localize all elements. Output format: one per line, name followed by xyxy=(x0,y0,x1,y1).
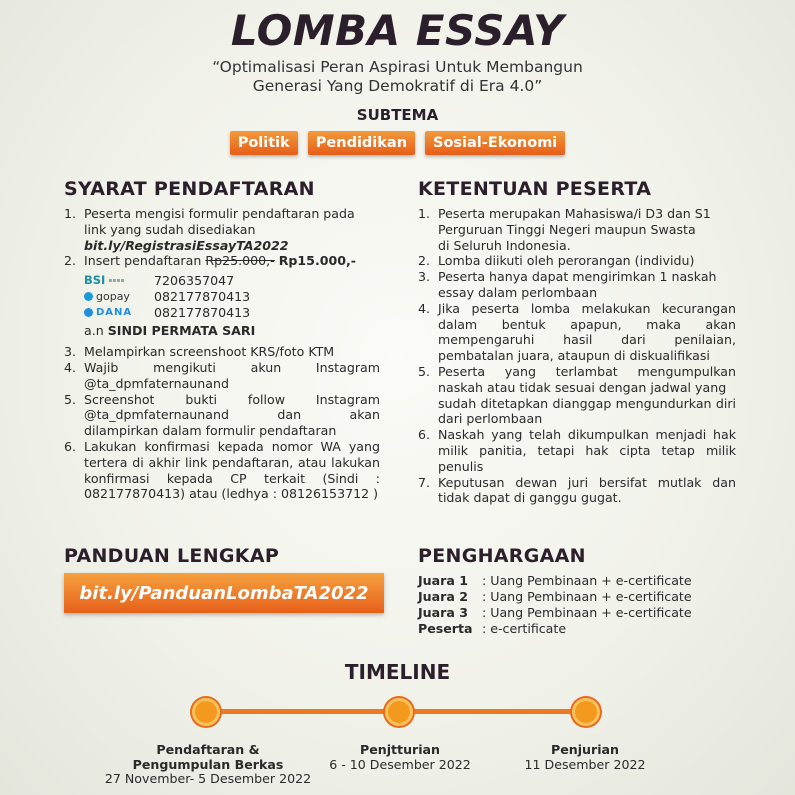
award-row-peserta xyxy=(418,621,748,637)
syarat-item-5-line-2: @ta_dpmfaternaunand dan akan xyxy=(84,407,380,423)
syarat-item-6-text: Lakukan konfirmasi kepada nomor WA yang tertera di akhir link pendaftaran, atau lakukan konfirmasi kepada CP terkait (Sindi : 082177870413) atau (ledhya : 08126153712 ) xyxy=(84,438,380,502)
syarat-item-6: 6. Lakukan konfirmasi kepada nomor WA yang tertera di akhir link pendaftaran, atau lakukan konfirmasi kepada CP terkait (Sindi : 082177870413) atau (ledhya : 08126153712 ) xyxy=(64,438,380,502)
ketentuan-item-1-line-2: Perguruan Tinggi Negeri maupun Swasta xyxy=(438,221,696,237)
ketentuan-item-1-line-1: Peserta merupakan Mahasiswa/i D3 dan S1 xyxy=(438,206,711,221)
subtema-tag-pendidikan: Pendidikan xyxy=(308,131,415,155)
new-price: Rp15.000,- xyxy=(278,253,357,269)
account-prefix: a.n xyxy=(84,322,104,338)
subtema-tags xyxy=(0,131,795,155)
penghargaan-heading: PENGHARGAAN xyxy=(418,545,586,567)
subtema-label: SUBTEMA xyxy=(356,106,439,124)
syarat-item-4-line-1 xyxy=(84,360,380,376)
ketentuan-item-1: 1. Peserta merupakan Mahasiswa/i D3 dan S1 Perguruan Tinggi Negeri maupun Swasta di Seluruh Indonesia. xyxy=(418,206,736,253)
instagram-handle: @ta_dpmfaternaunand xyxy=(84,375,229,391)
timeline-event-3-name: Penjurian xyxy=(550,742,619,757)
syarat-item-3: 3. Melampirkan screenshoot KRS/foto KTM xyxy=(64,344,335,360)
syarat-item-5: 5. Screenshot bukti follow Instagram @ta_dpmfaternaunand dan akan dilampirkan dalam formulir pendaftaran xyxy=(64,391,380,439)
panduan-heading: PANDUAN LENGKAP xyxy=(64,545,280,567)
syarat-item-3-text: Melampirkan screenshoot KRS/foto KTM xyxy=(84,344,335,360)
subtitle-line-2: Generasi Yang Demokratif di Era 4.0” xyxy=(252,77,543,95)
timeline-event-3-date: 11 Desember 2022 xyxy=(524,756,646,772)
subtema-tag-politik: Politik xyxy=(230,131,298,155)
timeline-event-2-date: 6 - 10 Desember 2022 xyxy=(329,756,471,772)
award-label: Juara 3 xyxy=(418,605,469,620)
subtema-tag-sosial-ekonomi: Sosial-Ekonomi xyxy=(425,131,565,155)
ketentuan-item-2: 2. Lomba diikuti oleh perorangan (individu) xyxy=(418,253,695,269)
bsi-logo-text: BSI xyxy=(84,273,106,288)
ketentuan-item-7-text: Keputusan dewan juri bersifat mutlak dan tidak dapat di ganggu gugat. xyxy=(438,474,736,506)
account-name: SINDI PERMATA SARI xyxy=(107,322,256,338)
ketentuan-item-7: 7. Keputusan dewan juri bersifat mutlak dan tidak dapat di ganggu gugat. xyxy=(418,474,736,506)
ketentuan-item-4-text: Jika peserta lomba melakukan kecurangan dalam bentuk apapun, maka akan mempengaruhi hasil dari penilaian, pembatalan juara, ataupun di diskualifikasi xyxy=(438,300,736,364)
syarat-item-1-text: Peserta mengisi formulir pendaftaran pada link yang sudah disediakan xyxy=(84,206,355,237)
timeline-node-1-icon xyxy=(192,698,220,726)
ketentuan-item-3: 3. Peserta hanya dapat mengirimkan 1 naskah essay dalam perlombaan xyxy=(418,269,736,301)
page-title: LOMBA ESSAY xyxy=(230,6,565,55)
timeline-heading: TIMELINE xyxy=(344,660,451,684)
ketentuan-heading: KETENTUAN PESERTA xyxy=(418,178,652,200)
ketentuan-item-6: 6. Naskah yang telah dikumpulkan menjadi hak milik panitia, tetapi hak cipta tetap milik penulis xyxy=(418,427,736,474)
syarat-item-4-text: Wajib mengikuti akun Instagram xyxy=(84,359,380,375)
award-row-juara-3 xyxy=(418,605,748,621)
dana-logo-icon xyxy=(84,307,154,318)
ketentuan-item-6-text: Naskah yang telah dikumpulkan menjadi hak milik panitia, tetapi hak cipta tetap milik penulis xyxy=(438,427,736,474)
award-prize: : Uang Pembinaan + e-certificate xyxy=(482,605,692,620)
timeline-event-1 xyxy=(88,743,328,787)
payment-row-bsi xyxy=(84,272,380,288)
ketentuan-item-3-text: Peserta hanya dapat mengirimkan 1 naskah essay dalam perlombaan xyxy=(438,269,717,300)
timeline-event-2-name: Penjtturian xyxy=(359,742,441,757)
award-prize: : Uang Pembinaan + e-certificate xyxy=(482,589,692,604)
award-row-juara-1 xyxy=(418,573,748,589)
syarat-item-5-line-1: Screenshot bukti follow Instagram xyxy=(84,391,380,407)
award-label: Peserta xyxy=(418,621,473,636)
syarat-section xyxy=(64,206,380,502)
ketentuan-section xyxy=(418,206,736,506)
gopay-logo-icon xyxy=(84,290,154,303)
ketentuan-item-2-text: Lomba diikuti oleh perorangan (individu) xyxy=(438,253,695,269)
syarat-heading: SYARAT PENDAFTARAN xyxy=(64,178,315,200)
award-row-juara-2 xyxy=(418,589,748,605)
award-list xyxy=(418,573,748,637)
registration-link[interactable]: bit.ly/RegistrasiEssayTA2022 xyxy=(84,237,289,253)
gopay-number: 082177870413 xyxy=(154,288,251,304)
award-label: Juara 2 xyxy=(418,589,469,604)
dana-logo-text: DANA xyxy=(96,306,133,318)
ketentuan-item-5-line-1: Peserta yang terlambat mengumpulkan naskah atau tidak sesuai dengan jadwal yang xyxy=(438,363,736,395)
subtitle-line-1: “Optimalisasi Peran Aspirasi Untuk Membangun xyxy=(212,58,583,76)
syarat-item-2: 2. Insert pendaftaran Rp25.000,- Rp15.000,- xyxy=(64,253,357,269)
timeline-event-1-name-line-1: Pendaftaran & xyxy=(156,742,260,757)
syarat-item-4: 4. Wajib mengikuti akun Instagram @ta_dpmfaternaunand xyxy=(64,359,380,391)
timeline-event-3 xyxy=(490,743,680,772)
payment-row-dana xyxy=(84,304,380,320)
award-prize: : Uang Pembinaan + e-certificate xyxy=(482,573,692,588)
panduan-link-button[interactable]: bit.ly/PanduanLombaTA2022 xyxy=(64,573,384,613)
award-label: Juara 1 xyxy=(418,573,469,588)
bsi-number: 7206357047 xyxy=(154,272,235,288)
timeline-event-2 xyxy=(300,743,500,772)
ketentuan-item-5: 5. Peserta yang terlambat mengumpulkan naskah atau tidak sesuai dengan jadwal yang sudah ditetapkan dianggap mengundurkan diri dari perlombaan xyxy=(418,363,736,427)
gopay-logo-text: gopay xyxy=(96,289,130,303)
award-prize: : e-certificate xyxy=(482,621,567,636)
syarat-item-5-line-3: dilampirkan dalam formulir pendaftaran xyxy=(84,423,337,439)
timeline-node-2-icon xyxy=(385,698,413,726)
account-name-row xyxy=(84,322,380,338)
ketentuan-item-1-line-3: di Seluruh Indonesia. xyxy=(438,237,571,253)
payment-list xyxy=(64,272,380,338)
payment-row-gopay xyxy=(84,288,380,304)
timeline-event-1-date: 27 November- 5 Desember 2022 xyxy=(104,771,312,786)
timeline-node-3-icon xyxy=(572,698,600,726)
timeline-event-1-name-line-2: Pengumpulan Berkas xyxy=(132,756,284,772)
bsi-logo-icon: BSI ▪▪▪▪ xyxy=(84,273,125,288)
ketentuan-item-4: 4. Jika peserta lomba melakukan kecurangan dalam bentuk apapun, maka akan mempengaruhi hasil dari penilaian, pembatalan juara, ataupun di diskualifikasi xyxy=(418,300,736,364)
subtitle xyxy=(0,58,795,96)
syarat-item-2-prefix: Insert pendaftaran xyxy=(84,253,202,269)
old-price: Rp25.000,- xyxy=(205,253,275,269)
syarat-item-1: 1. Peserta mengisi formulir pendaftaran pada link yang sudah disediakan bit.ly/RegistrasiEssayTA2022 xyxy=(64,206,355,253)
ketentuan-item-5-line-2: sudah ditetapkan dianggap mengundurkan diri dari perlombaan xyxy=(438,395,736,427)
dana-number: 082177870413 xyxy=(154,304,251,320)
